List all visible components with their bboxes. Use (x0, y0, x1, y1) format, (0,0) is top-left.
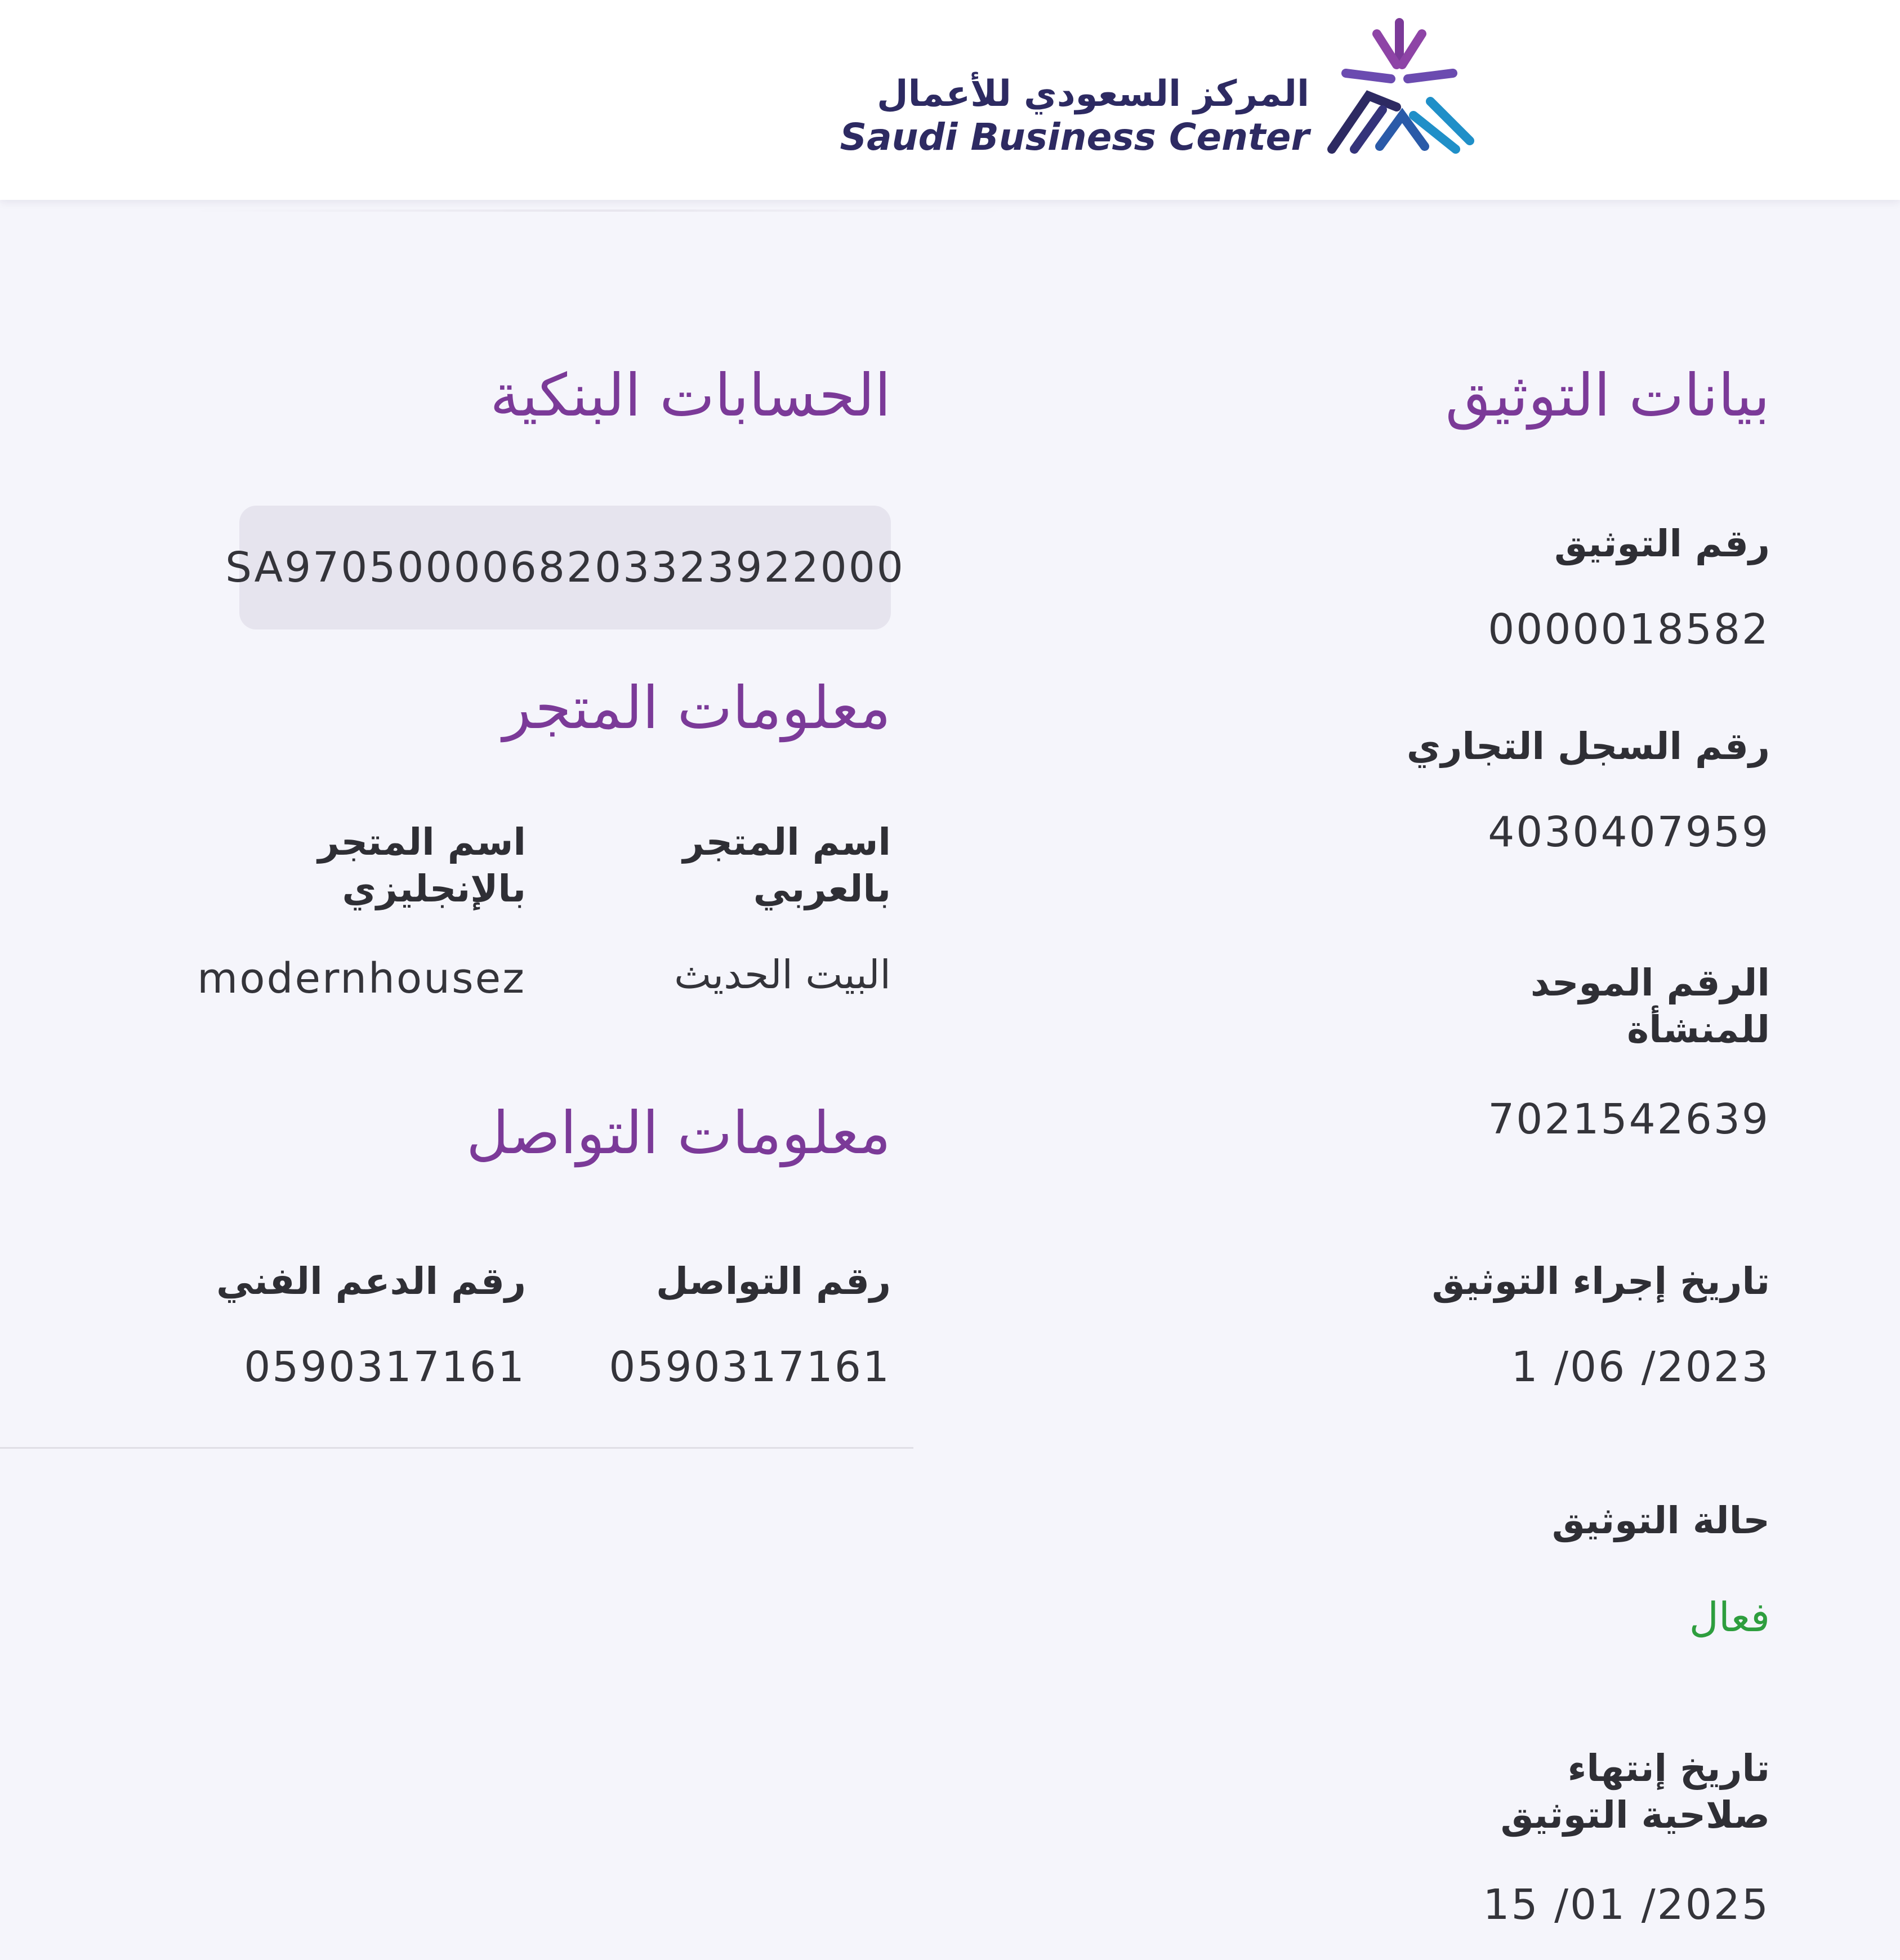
iban-box[interactable] (225, 506, 905, 629)
store-arabic-name-value: البيت الحديث (674, 952, 891, 998)
store-arabic-name-label (683, 819, 891, 912)
verification-number-label: رقم التوثيق (1554, 522, 1770, 565)
verification-expiry-label (1501, 1745, 1770, 1838)
verification-number-value: 0000018582 (1488, 605, 1770, 654)
unified-number-value: 7021542639 (1488, 1095, 1770, 1144)
store-english-name-value: modernhousez (197, 954, 526, 1003)
contact-info-section-title: معلومات التواصل (466, 1099, 891, 1167)
store-english-name-label-line2: بالإنجليزي (342, 867, 526, 910)
store-english-name-label-line1: اسم المتجر (318, 820, 526, 864)
verification-status-value: فعال (1689, 1593, 1770, 1641)
top-header (0, 0, 1900, 200)
logo-english-text: Saudi Business Center (840, 115, 1309, 159)
store-english-name-label (318, 819, 526, 912)
iban-value: SA9705000068203323922000 (225, 543, 905, 592)
logo-arabic-text: المركز السعودي للأعمال (877, 73, 1309, 115)
verification-expiry-value: 15 /01 /2025 (1483, 1881, 1770, 1929)
contact-number-label: رقم التواصل (656, 1260, 891, 1303)
store-arabic-name-label-line1: اسم المتجر (683, 820, 891, 864)
header-shadow (191, 209, 1008, 212)
support-number-value: 0590317161 (244, 1343, 526, 1391)
verification-date-label: تاريخ إجراء التوثيق (1431, 1260, 1770, 1303)
verification-date-value: 1 /06 /2023 (1511, 1343, 1770, 1391)
saudi-business-center-logo[interactable] (840, 11, 1475, 163)
verification-expiry-label-line1: تاريخ إنتهاء (1567, 1747, 1770, 1790)
contact-number-value: 0590317161 (609, 1343, 891, 1391)
store-info-section-title: معلومات المتجر (503, 673, 891, 742)
section-divider (0, 1447, 913, 1449)
logo-star-icon (1323, 11, 1475, 158)
bank-accounts-section-title: الحسابات البنكية (490, 361, 891, 430)
support-number-label: رقم الدعم الفني (216, 1260, 526, 1303)
store-arabic-name-label-line2: بالعربي (753, 867, 891, 910)
verification-status-label: حالة التوثيق (1551, 1499, 1770, 1542)
commercial-register-value: 4030407959 (1488, 808, 1770, 856)
verification-section-title: بيانات التوثيق (1445, 361, 1770, 430)
unified-number-label-line1: الرقم الموحد (1530, 961, 1770, 1004)
unified-number-label (1531, 960, 1770, 1053)
commercial-register-label: رقم السجل التجاري (1406, 725, 1770, 768)
unified-number-label-line2: للمنشأة (1627, 1007, 1770, 1051)
verification-expiry-label-line2: صلاحية التوثيق (1500, 1793, 1770, 1837)
